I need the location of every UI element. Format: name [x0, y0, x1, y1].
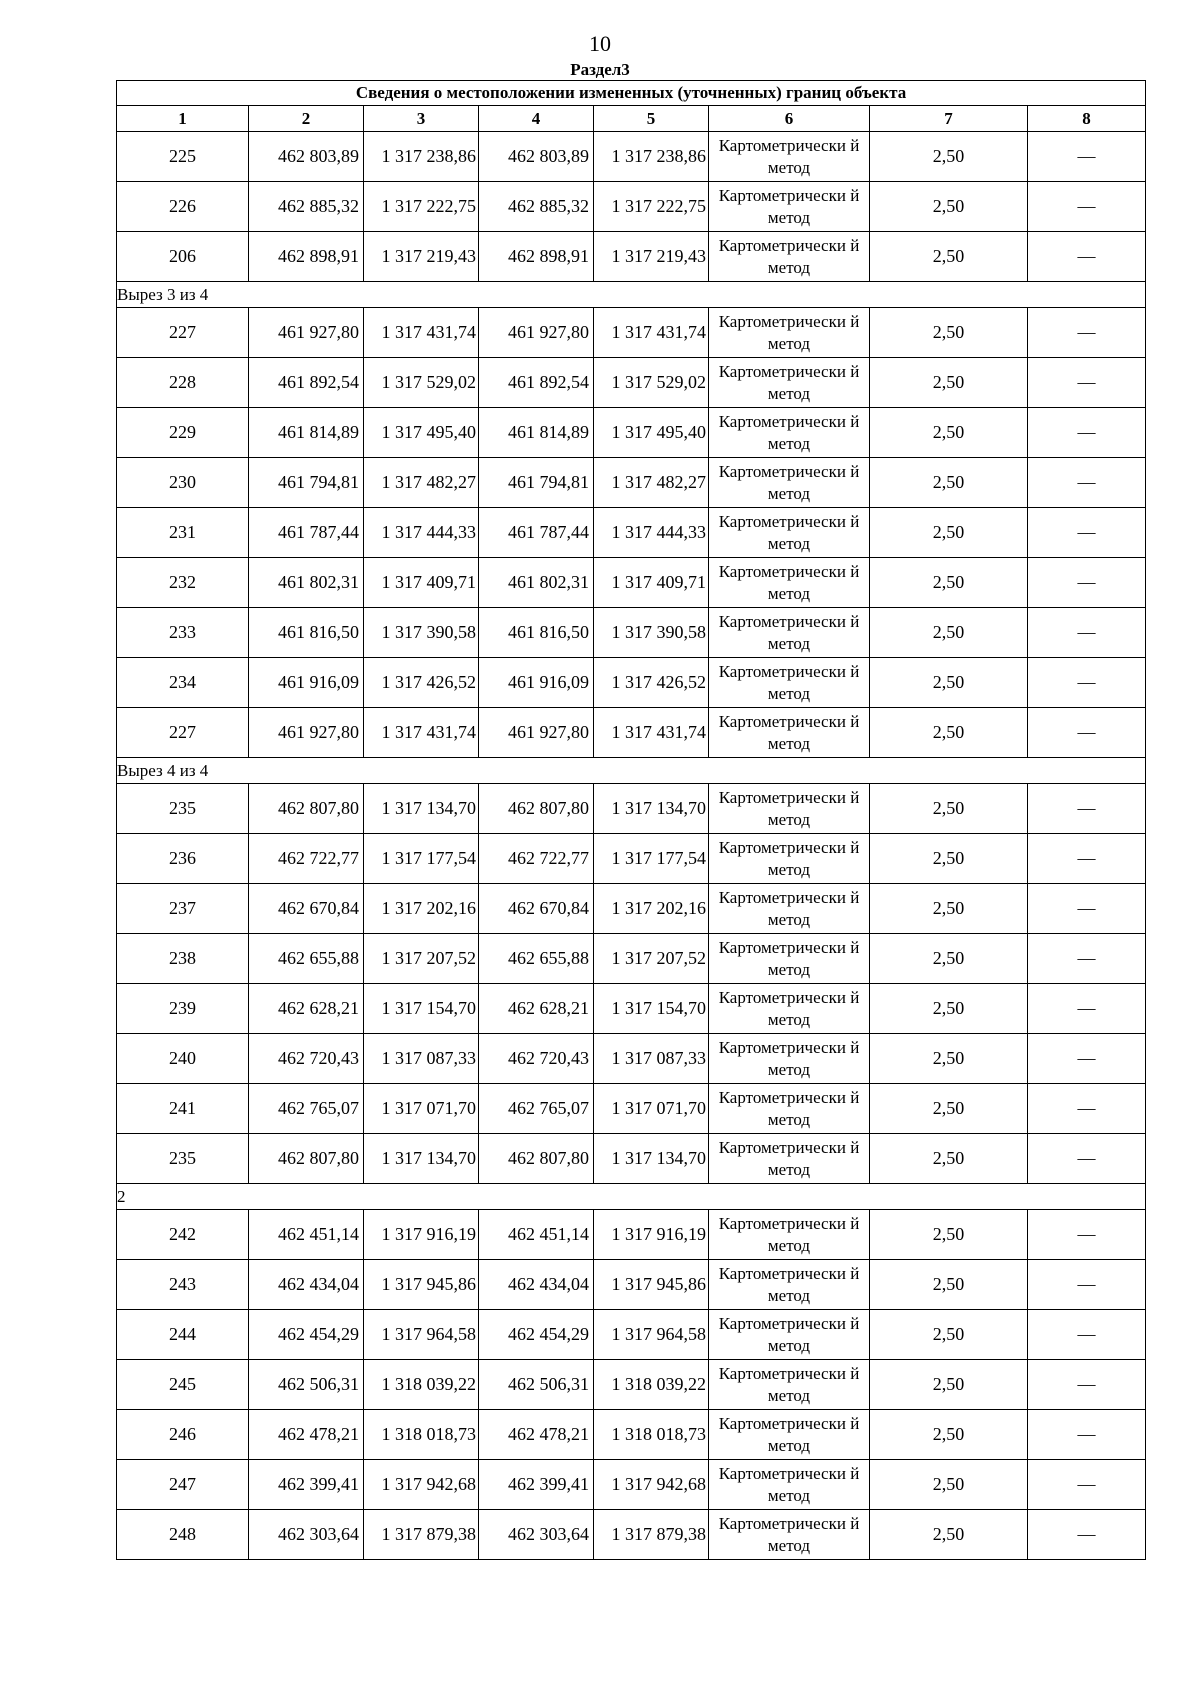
table-cell-col-6: Картометрически й метод: [709, 1460, 870, 1510]
table-cell-col-8: —: [1028, 232, 1146, 282]
column-header: 7: [870, 106, 1028, 132]
table-cell-col-1: 248: [117, 1510, 249, 1560]
table-cell-col-6: Картометрически й метод: [709, 708, 870, 758]
table-cell-col-3: 1 317 177,54: [364, 834, 479, 884]
table-row: [117, 1360, 1146, 1410]
table-row: [117, 658, 1146, 708]
table-cell-col-2: 462 722,77: [249, 834, 364, 884]
table-cell-col-4: 462 807,80: [479, 784, 594, 834]
table-cell-col-4: 462 720,43: [479, 1034, 594, 1084]
table-cell-col-6: Картометрически й метод: [709, 1260, 870, 1310]
table-cell-col-6: Картометрически й метод: [709, 182, 870, 232]
table-cell-col-5: 1 317 426,52: [594, 658, 709, 708]
table-cell-col-1: 243: [117, 1260, 249, 1310]
table-cell-col-6: Картометрически й метод: [709, 1310, 870, 1360]
table-cell-col-5: 1 317 942,68: [594, 1460, 709, 1510]
table-cell-col-2: 461 787,44: [249, 508, 364, 558]
table-cell-col-3: 1 317 879,38: [364, 1510, 479, 1560]
table-cell-col-4: 461 816,50: [479, 608, 594, 658]
table-row: [117, 884, 1146, 934]
table-cell-col-7: 2,50: [870, 1134, 1028, 1184]
table-row: [117, 308, 1146, 358]
table-cell-col-1: 206: [117, 232, 249, 282]
table-cell-col-2: 461 927,80: [249, 308, 364, 358]
table-cell-col-6: Картометрически й метод: [709, 232, 870, 282]
table-row: [117, 1410, 1146, 1460]
table-cell-col-6: Картометрически й метод: [709, 132, 870, 182]
table-cell-col-5: 1 317 409,71: [594, 558, 709, 608]
table-cell-col-6: Картометрически й метод: [709, 1210, 870, 1260]
table-cell-col-4: 462 303,64: [479, 1510, 594, 1560]
page-number: 10: [589, 31, 611, 56]
table-cell-col-7: 2,50: [870, 834, 1028, 884]
table-cell-col-5: 1 317 529,02: [594, 358, 709, 408]
table-cell-col-1: 245: [117, 1360, 249, 1410]
table-cell-col-5: 1 317 879,38: [594, 1510, 709, 1560]
table-cell-col-8: —: [1028, 834, 1146, 884]
table-cell-col-8: —: [1028, 508, 1146, 558]
table-cell-col-7: 2,50: [870, 1210, 1028, 1260]
table-cell-col-6: Картометрически й метод: [709, 558, 870, 608]
table-cell-col-2: 462 803,89: [249, 132, 364, 182]
table-cell-col-3: 1 317 134,70: [364, 1134, 479, 1184]
table-cell-col-8: —: [1028, 408, 1146, 458]
table-cell-col-2: 462 898,91: [249, 232, 364, 282]
table-cell-col-5: 1 317 154,70: [594, 984, 709, 1034]
table-cell-col-7: 2,50: [870, 1034, 1028, 1084]
table-cell-col-3: 1 317 942,68: [364, 1460, 479, 1510]
table-row: [117, 1084, 1146, 1134]
table-cell-col-4: 462 506,31: [479, 1360, 594, 1410]
table-cell-col-5: 1 317 482,27: [594, 458, 709, 508]
group-label: Вырез 4 из 4: [117, 758, 1146, 784]
table-cell-col-8: —: [1028, 1084, 1146, 1134]
table-cell-col-3: 1 317 444,33: [364, 508, 479, 558]
table-cell-col-5: 1 317 431,74: [594, 708, 709, 758]
table-cell-col-8: —: [1028, 458, 1146, 508]
group-label: 2: [117, 1184, 1146, 1210]
table-cell-col-2: 461 892,54: [249, 358, 364, 408]
table-cell-col-5: 1 317 222,75: [594, 182, 709, 232]
table-cell-col-1: 242: [117, 1210, 249, 1260]
table-cell-col-7: 2,50: [870, 1510, 1028, 1560]
table-row: [117, 182, 1146, 232]
table-cell-col-5: 1 317 177,54: [594, 834, 709, 884]
table-cell-col-2: 462 506,31: [249, 1360, 364, 1410]
table-row: [117, 1260, 1146, 1310]
table-cell-col-4: 462 478,21: [479, 1410, 594, 1460]
table-cell-col-6: Картометрически й метод: [709, 934, 870, 984]
table-cell-col-7: 2,50: [870, 558, 1028, 608]
table-cell-col-1: 246: [117, 1410, 249, 1460]
table-cell-col-2: 462 454,29: [249, 1310, 364, 1360]
table-cell-col-8: —: [1028, 784, 1146, 834]
table-row: [117, 508, 1146, 558]
table-cell-col-2: 461 916,09: [249, 658, 364, 708]
table-cell-col-6: Картометрически й метод: [709, 1034, 870, 1084]
group-label: Вырез 3 из 4: [117, 282, 1146, 308]
table-cell-col-7: 2,50: [870, 784, 1028, 834]
table-row: [117, 232, 1146, 282]
table-cell-col-2: 461 794,81: [249, 458, 364, 508]
table-cell-col-7: 2,50: [870, 1260, 1028, 1310]
table-cell-col-1: 238: [117, 934, 249, 984]
table-cell-col-6: Картометрически й метод: [709, 834, 870, 884]
table-cell-col-8: —: [1028, 1210, 1146, 1260]
table-cell-col-1: 233: [117, 608, 249, 658]
table-cell-col-6: Картометрически й метод: [709, 884, 870, 934]
table-cell-col-5: 1 318 018,73: [594, 1410, 709, 1460]
table-cell-col-4: 461 802,31: [479, 558, 594, 608]
table-cell-col-1: 232: [117, 558, 249, 608]
table-cell-col-8: —: [1028, 1360, 1146, 1410]
table-cell-col-8: —: [1028, 1460, 1146, 1510]
table-cell-col-4: 462 670,84: [479, 884, 594, 934]
table-cell-col-1: 234: [117, 658, 249, 708]
table-cell-col-3: 1 317 219,43: [364, 232, 479, 282]
table-cell-col-2: 462 628,21: [249, 984, 364, 1034]
table-cell-col-5: 1 317 219,43: [594, 232, 709, 282]
table-cell-col-3: 1 317 482,27: [364, 458, 479, 508]
table-cell-col-2: 461 814,89: [249, 408, 364, 458]
column-header-row: [117, 106, 1146, 132]
table-cell-col-8: —: [1028, 132, 1146, 182]
table-cell-col-8: —: [1028, 984, 1146, 1034]
table-cell-col-6: Картометрически й метод: [709, 1410, 870, 1460]
table-cell-col-4: 462 628,21: [479, 984, 594, 1034]
table-cell-col-1: 230: [117, 458, 249, 508]
table-cell-col-4: 461 814,89: [479, 408, 594, 458]
table-cell-col-7: 2,50: [870, 658, 1028, 708]
table-cell-col-5: 1 317 495,40: [594, 408, 709, 458]
table-cell-col-8: —: [1028, 358, 1146, 408]
table-cell-col-2: 462 807,80: [249, 784, 364, 834]
table-cell-col-3: 1 317 154,70: [364, 984, 479, 1034]
table-cell-col-2: 462 670,84: [249, 884, 364, 934]
table-cell-col-4: 462 807,80: [479, 1134, 594, 1184]
table-cell-col-3: 1 317 202,16: [364, 884, 479, 934]
table-cell-col-1: 225: [117, 132, 249, 182]
table-cell-col-4: 461 927,80: [479, 308, 594, 358]
table-cell-col-5: 1 317 444,33: [594, 508, 709, 558]
table-cell-col-2: 462 451,14: [249, 1210, 364, 1260]
table-cell-col-7: 2,50: [870, 984, 1028, 1034]
table-cell-col-6: Картометрически й метод: [709, 358, 870, 408]
table-cell-col-5: 1 317 202,16: [594, 884, 709, 934]
table-cell-col-1: 247: [117, 1460, 249, 1510]
table-cell-col-6: Картометрически й метод: [709, 784, 870, 834]
table-cell-col-5: 1 317 238,86: [594, 132, 709, 182]
table-cell-col-1: 226: [117, 182, 249, 232]
table-row: [117, 132, 1146, 182]
table-caption: Сведения о местоположении измененных (уточненных) границ объекта: [117, 81, 1146, 106]
table-cell-col-5: 1 317 916,19: [594, 1210, 709, 1260]
table-cell-col-1: 231: [117, 508, 249, 558]
table-row: [117, 984, 1146, 1034]
table-cell-col-2: 461 816,50: [249, 608, 364, 658]
table-cell-col-5: 1 317 071,70: [594, 1084, 709, 1134]
table-row: [117, 934, 1146, 984]
table-cell-col-2: 461 802,31: [249, 558, 364, 608]
table-cell-col-8: —: [1028, 182, 1146, 232]
table-cell-col-7: 2,50: [870, 1410, 1028, 1460]
table-row: [117, 608, 1146, 658]
table-cell-col-4: 462 451,14: [479, 1210, 594, 1260]
table-cell-col-2: 462 765,07: [249, 1084, 364, 1134]
table-cell-col-7: 2,50: [870, 708, 1028, 758]
table-cell-col-3: 1 317 431,74: [364, 308, 479, 358]
table-cell-col-3: 1 317 431,74: [364, 708, 479, 758]
table-cell-col-7: 2,50: [870, 934, 1028, 984]
column-header: 3: [364, 106, 479, 132]
boundary-coordinates-table: [116, 80, 1146, 1560]
table-cell-col-8: —: [1028, 658, 1146, 708]
table-cell-col-3: 1 317 964,58: [364, 1310, 479, 1360]
table-row: [117, 408, 1146, 458]
table-row: [117, 1134, 1146, 1184]
table-cell-col-4: 461 787,44: [479, 508, 594, 558]
table-cell-col-8: —: [1028, 308, 1146, 358]
table-cell-col-3: 1 317 945,86: [364, 1260, 479, 1310]
column-header: 1: [117, 106, 249, 132]
table-cell-col-1: 229: [117, 408, 249, 458]
table-cell-col-2: 462 434,04: [249, 1260, 364, 1310]
table-cell-col-3: 1 317 409,71: [364, 558, 479, 608]
table-cell-col-7: 2,50: [870, 408, 1028, 458]
table-cell-col-2: 462 655,88: [249, 934, 364, 984]
table-cell-col-3: 1 317 529,02: [364, 358, 479, 408]
table-cell-col-1: 240: [117, 1034, 249, 1084]
table-cell-col-2: 461 927,80: [249, 708, 364, 758]
column-header: 8: [1028, 106, 1146, 132]
table-cell-col-6: Картометрически й метод: [709, 508, 870, 558]
table-row: [117, 558, 1146, 608]
table-cell-col-5: 1 317 390,58: [594, 608, 709, 658]
table-cell-col-4: 462 885,32: [479, 182, 594, 232]
group-header-row: [117, 282, 1146, 308]
table-cell-col-7: 2,50: [870, 232, 1028, 282]
table-cell-col-4: 462 722,77: [479, 834, 594, 884]
table-cell-col-5: 1 317 945,86: [594, 1260, 709, 1310]
table-cell-col-3: 1 317 916,19: [364, 1210, 479, 1260]
table-cell-col-3: 1 317 222,75: [364, 182, 479, 232]
table-cell-col-8: —: [1028, 558, 1146, 608]
table-cell-col-1: 241: [117, 1084, 249, 1134]
table-cell-col-2: 462 720,43: [249, 1034, 364, 1084]
table-cell-col-4: 462 803,89: [479, 132, 594, 182]
table-cell-col-7: 2,50: [870, 358, 1028, 408]
table-cell-col-8: —: [1028, 1034, 1146, 1084]
table-cell-col-2: 462 399,41: [249, 1460, 364, 1510]
table-cell-col-6: Картометрически й метод: [709, 1134, 870, 1184]
table-cell-col-7: 2,50: [870, 182, 1028, 232]
table-cell-col-6: Картометрически й метод: [709, 1360, 870, 1410]
table-cell-col-1: 244: [117, 1310, 249, 1360]
table-cell-col-7: 2,50: [870, 1460, 1028, 1510]
table-cell-col-6: Картометрически й метод: [709, 1510, 870, 1560]
table-cell-col-4: 462 434,04: [479, 1260, 594, 1310]
table-cell-col-8: —: [1028, 1310, 1146, 1360]
table-cell-col-5: 1 317 087,33: [594, 1034, 709, 1084]
table-cell-col-6: Картометрически й метод: [709, 608, 870, 658]
table-cell-col-5: 1 317 431,74: [594, 308, 709, 358]
table-cell-col-6: Картометрически й метод: [709, 984, 870, 1034]
table-cell-col-7: 2,50: [870, 1084, 1028, 1134]
table-cell-col-1: 235: [117, 1134, 249, 1184]
table-caption-row: [117, 81, 1146, 106]
table-cell-col-1: 228: [117, 358, 249, 408]
table-cell-col-1: 227: [117, 308, 249, 358]
table-cell-col-2: 462 885,32: [249, 182, 364, 232]
table-cell-col-1: 237: [117, 884, 249, 934]
table-cell-col-7: 2,50: [870, 1360, 1028, 1410]
group-header-row: [117, 758, 1146, 784]
table-cell-col-6: Картометрически й метод: [709, 458, 870, 508]
table-cell-col-7: 2,50: [870, 308, 1028, 358]
table-row: [117, 1460, 1146, 1510]
table-cell-col-5: 1 317 964,58: [594, 1310, 709, 1360]
table-cell-col-7: 2,50: [870, 458, 1028, 508]
table-row: [117, 834, 1146, 884]
table-row: [117, 358, 1146, 408]
table-cell-col-3: 1 317 495,40: [364, 408, 479, 458]
table-cell-col-4: 461 927,80: [479, 708, 594, 758]
table-cell-col-3: 1 317 390,58: [364, 608, 479, 658]
table-cell-col-3: 1 317 134,70: [364, 784, 479, 834]
column-header: 4: [479, 106, 594, 132]
column-header: 5: [594, 106, 709, 132]
table-cell-col-8: —: [1028, 1260, 1146, 1310]
table-cell-col-8: —: [1028, 884, 1146, 934]
table-cell-col-1: 239: [117, 984, 249, 1034]
section-title: Раздел3: [570, 60, 630, 79]
table-cell-col-8: —: [1028, 1510, 1146, 1560]
table-body: [117, 132, 1146, 1560]
table-cell-col-6: Картометрически й метод: [709, 308, 870, 358]
table-cell-col-3: 1 317 071,70: [364, 1084, 479, 1134]
table-row: [117, 784, 1146, 834]
table-cell-col-2: 462 303,64: [249, 1510, 364, 1560]
column-header: 2: [249, 106, 364, 132]
table-cell-col-3: 1 317 238,86: [364, 132, 479, 182]
table-cell-col-8: —: [1028, 1410, 1146, 1460]
table-cell-col-4: 462 655,88: [479, 934, 594, 984]
table-cell-col-1: 227: [117, 708, 249, 758]
table-cell-col-3: 1 317 426,52: [364, 658, 479, 708]
table-cell-col-5: 1 317 134,70: [594, 784, 709, 834]
table-cell-col-7: 2,50: [870, 884, 1028, 934]
table-cell-col-1: 236: [117, 834, 249, 884]
table-cell-col-1: 235: [117, 784, 249, 834]
table-cell-col-5: 1 318 039,22: [594, 1360, 709, 1410]
table-row: [117, 458, 1146, 508]
table-row: [117, 1034, 1146, 1084]
table-cell-col-8: —: [1028, 1134, 1146, 1184]
table-cell-col-2: 462 807,80: [249, 1134, 364, 1184]
table-cell-col-8: —: [1028, 608, 1146, 658]
table-cell-col-4: 461 794,81: [479, 458, 594, 508]
table-cell-col-4: 461 892,54: [479, 358, 594, 408]
column-header: 6: [709, 106, 870, 132]
table-cell-col-4: 462 454,29: [479, 1310, 594, 1360]
table-cell-col-4: 462 765,07: [479, 1084, 594, 1134]
table-cell-col-4: 461 916,09: [479, 658, 594, 708]
table-cell-col-5: 1 317 207,52: [594, 934, 709, 984]
table-cell-col-3: 1 317 207,52: [364, 934, 479, 984]
table-cell-col-7: 2,50: [870, 132, 1028, 182]
table-cell-col-2: 462 478,21: [249, 1410, 364, 1460]
table-cell-col-7: 2,50: [870, 608, 1028, 658]
table-cell-col-7: 2,50: [870, 508, 1028, 558]
table-cell-col-3: 1 318 039,22: [364, 1360, 479, 1410]
table-row: [117, 708, 1146, 758]
group-header-row: [117, 1184, 1146, 1210]
table-cell-col-3: 1 317 087,33: [364, 1034, 479, 1084]
table-cell-col-4: 462 399,41: [479, 1460, 594, 1510]
table-cell-col-5: 1 317 134,70: [594, 1134, 709, 1184]
table-cell-col-8: —: [1028, 934, 1146, 984]
table-cell-col-4: 462 898,91: [479, 232, 594, 282]
table-cell-col-6: Картометрически й метод: [709, 658, 870, 708]
table-row: [117, 1510, 1146, 1560]
table-cell-col-8: —: [1028, 708, 1146, 758]
table-cell-col-6: Картометрически й метод: [709, 1084, 870, 1134]
table-cell-col-6: Картометрически й метод: [709, 408, 870, 458]
table-cell-col-3: 1 318 018,73: [364, 1410, 479, 1460]
table-row: [117, 1210, 1146, 1260]
table-cell-col-7: 2,50: [870, 1310, 1028, 1360]
table-row: [117, 1310, 1146, 1360]
